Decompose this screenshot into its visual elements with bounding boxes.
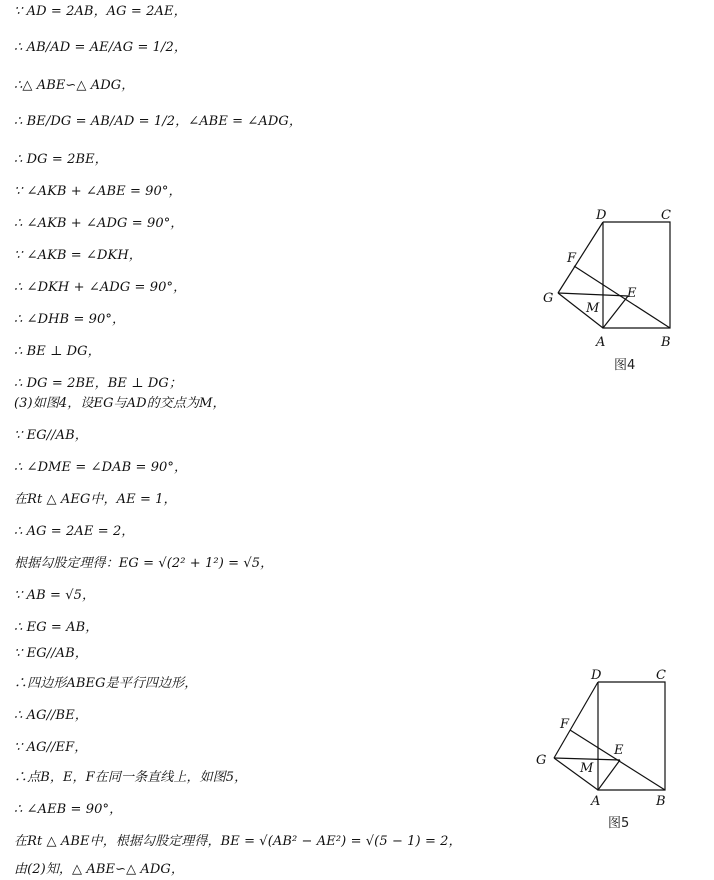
text-line: ∴ BE ⊥ DG，: [14, 344, 101, 359]
figure-4: [530, 200, 710, 380]
text-line: ∴ DG = 2BE，: [14, 152, 108, 167]
text-line: ∴ BE/DG = AB/AD = 1/2，∠ABE = ∠ADG，: [14, 114, 302, 129]
text-line: ∵ ∠AKB = ∠DKH，: [14, 248, 142, 263]
text-line: 由(2)知，△ ABE∽△ ADG，: [14, 862, 184, 877]
text-line: ∴ AG = 2AE = 2，: [14, 524, 135, 539]
text-line: ∵ AD = 2AB，AG = 2AE，: [14, 4, 187, 19]
label-M: M: [586, 301, 600, 316]
text-line: ∵ EG//AB，: [14, 428, 88, 443]
label-C: C: [661, 208, 671, 223]
label-D: D: [596, 208, 607, 223]
text-line: ∴ ∠DKH + ∠ADG = 90°，: [14, 280, 187, 295]
figure-5-caption: 图5: [608, 816, 630, 831]
text-line: ∴△ ABE∽△ ADG，: [14, 78, 135, 93]
text-line: ∴ ∠DHB = 90°，: [14, 312, 126, 327]
text-line: ∵ AG//EF，: [14, 740, 88, 755]
label-B: B: [656, 794, 666, 809]
text-line: ∵ ∠AKB + ∠ABE = 90°，: [14, 184, 182, 199]
label-A: A: [591, 794, 601, 809]
label-C: C: [656, 668, 666, 683]
figure-4-caption: 图4: [614, 358, 636, 373]
label-G: G: [543, 291, 554, 306]
figure-5: [530, 660, 710, 840]
text-line: 在Rt △ ABE中，根据勾股定理得，BE = √(AB² − AE²) = √(5 − 1) = 2，: [14, 834, 462, 849]
text-line: ∴四边形ABEG是平行四边形，: [14, 676, 198, 691]
label-D: D: [591, 668, 602, 683]
text-line: ∴点B，E，F在同一条直线上，如图5，: [14, 770, 248, 785]
text-line: ∴ AB/AD = AE/AG = 1/2，: [14, 40, 188, 55]
text-line: 在Rt △ AEG中，AE = 1，: [14, 492, 177, 507]
label-E: E: [614, 743, 624, 758]
label-G: G: [536, 753, 547, 768]
text-line: ∴ EG = AB，: [14, 620, 99, 635]
text-line: ∴ AG//BE，: [14, 708, 88, 723]
label-F: F: [560, 717, 570, 732]
text-line: ∴ DG = 2BE，BE ⊥ DG；: [14, 376, 182, 391]
text-line: ∴ ∠DME = ∠DAB = 90°，: [14, 460, 188, 475]
text-line: ∵ EG//AB，: [14, 646, 88, 661]
label-E: E: [627, 286, 637, 301]
label-B: B: [661, 335, 671, 350]
label-A: A: [596, 335, 606, 350]
text-line: 根据勾股定理得：EG = √(2² + 1²) = √5，: [14, 556, 274, 571]
text-line: (3)如图4，设EG与AD的交点为M，: [14, 396, 226, 411]
label-M: M: [580, 761, 594, 776]
text-line: ∴ ∠AEB = 90°，: [14, 802, 123, 817]
figure-4-diagram: [530, 200, 710, 380]
text-line: ∴ ∠AKB + ∠ADG = 90°，: [14, 216, 184, 231]
label-F: F: [567, 251, 577, 266]
text-line: ∵ AB = √5，: [14, 588, 96, 603]
